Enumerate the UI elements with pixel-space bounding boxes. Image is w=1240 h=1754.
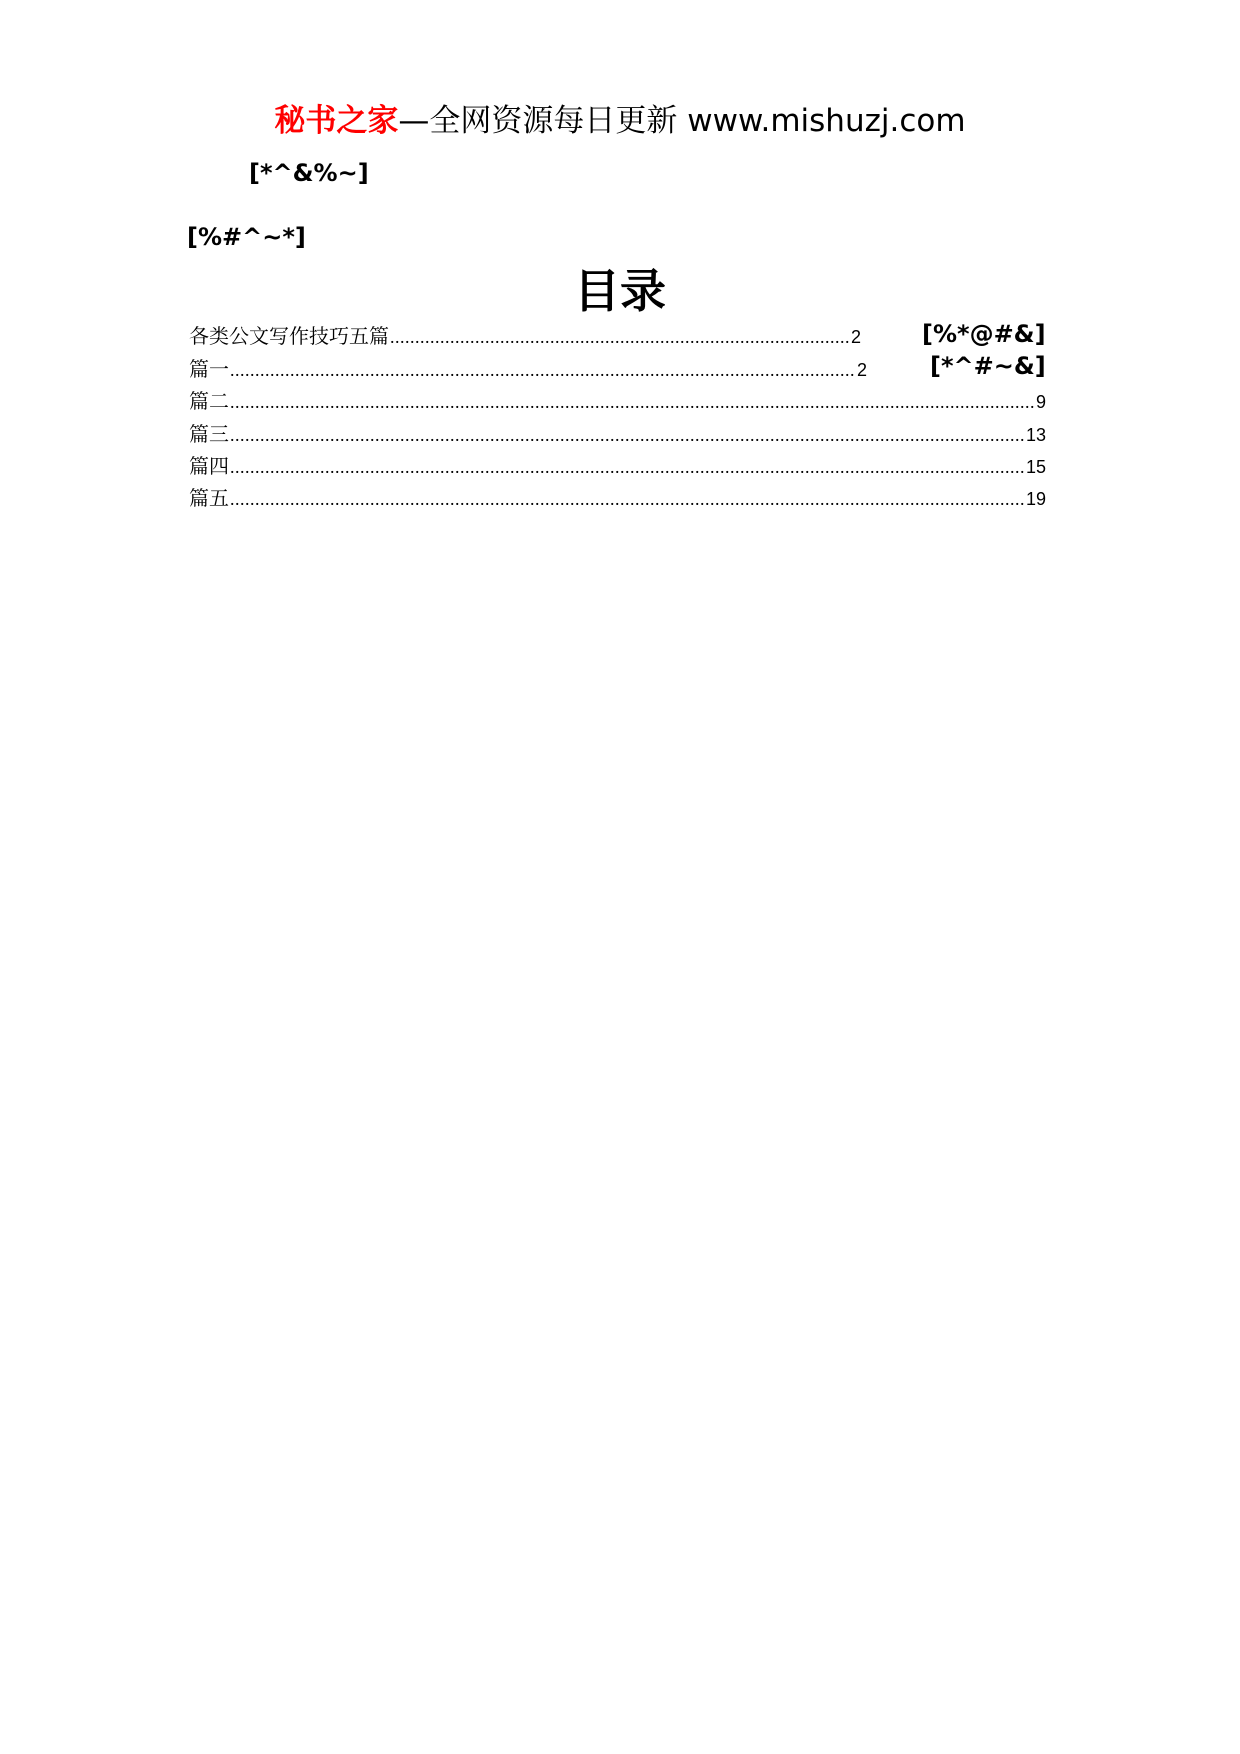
toc-leader-dots bbox=[230, 357, 856, 383]
brand-name: 秘书之家 bbox=[274, 103, 399, 139]
toc-title: 目录 bbox=[574, 264, 666, 318]
toc-entry-label: 各类公文写作技巧五篇 bbox=[189, 326, 389, 348]
toc-entry-page: 13 bbox=[1025, 425, 1046, 445]
toc-entry[interactable] bbox=[189, 484, 1046, 512]
toc-entry-page: 15 bbox=[1025, 457, 1046, 477]
header-tagline: —全网资源每日更新 www.mishuzj.com bbox=[398, 103, 966, 139]
watermark-code: [*^&%~] bbox=[249, 159, 369, 187]
toc-entry[interactable] bbox=[189, 420, 1046, 448]
toc-leader-dots bbox=[390, 324, 850, 350]
toc-leader-dots bbox=[230, 422, 1025, 448]
toc-entry[interactable] bbox=[189, 355, 867, 383]
toc-entry-page: 9 bbox=[1035, 392, 1046, 412]
toc-leader-dots bbox=[230, 454, 1025, 480]
toc-entry[interactable] bbox=[189, 387, 1046, 415]
toc-entry-page: 19 bbox=[1025, 489, 1046, 509]
toc-leader-dots bbox=[230, 486, 1025, 512]
watermark-code: [*^#~&] bbox=[930, 352, 1046, 380]
toc-entry[interactable] bbox=[189, 452, 1046, 480]
toc-entry-page: 2 bbox=[850, 327, 861, 347]
toc-entry-label: 篇一 bbox=[189, 359, 229, 381]
toc-entry-label: 篇四 bbox=[189, 456, 229, 478]
toc-entry-label: 篇二 bbox=[189, 391, 229, 413]
toc-entry-label: 篇五 bbox=[189, 488, 229, 510]
watermark-code: [%#^~*] bbox=[187, 223, 306, 251]
toc-entry-page: 2 bbox=[856, 360, 867, 380]
toc-entry[interactable] bbox=[189, 322, 861, 350]
watermark-code: [%*@#&] bbox=[922, 320, 1046, 348]
toc-leader-dots bbox=[230, 389, 1035, 415]
toc-entry-label: 篇三 bbox=[189, 424, 229, 446]
site-header bbox=[0, 101, 1240, 141]
